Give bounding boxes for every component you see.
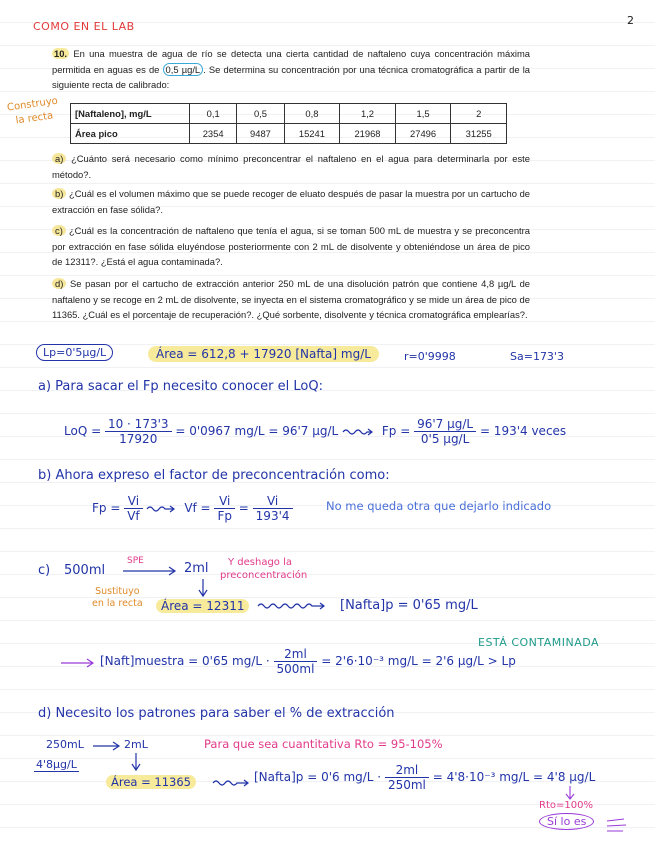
squiggle-arrow-icon	[342, 427, 378, 437]
question-d: d) Se pasan por el cartucho de extracción anterior 250 mL de una disolución patrón que contiene 4,8 µg/L de naftaleno y se recoge en 2 mL de disolvente, se inyecta en el sistema cromatográfico y se mide un área de pico de 11365. ¿Cuál es el porcentaje de recuperación?. ¿Qué sorbente, disolvente y técnica cromatográfica emplearías?.	[52, 278, 531, 320]
d-naft: [Nafta]p = 0'6 mg/L · $\frac{2ml}{250ml}$ = 4'8·10⁻³ mg/L = 4'8 µg/L	[254, 763, 596, 792]
c-2ml: 2ml	[184, 561, 209, 576]
down-arrow-icon	[565, 785, 575, 801]
d-verdict: Sí lo es	[539, 813, 594, 830]
table-row: Área pico 2354 9487 15241 21968 27496 31255	[71, 124, 507, 144]
arrow-icon	[92, 741, 122, 751]
limit-value: 0,5 µg/L	[163, 63, 204, 76]
b-note: No me queda otra que dejarlo indicado	[326, 499, 552, 513]
d-note: Para que sea cuantitativa Rto = 95-105%	[204, 737, 443, 751]
lp-box: Lp=0'5µg/L	[36, 344, 113, 361]
question-a: a) ¿Cuánto será necesario como mínimo preconcentrar el naftaleno en el agua para determinarla por este método?.	[52, 153, 530, 180]
margin-note: Construyo la recta	[6, 95, 59, 127]
down-arrow-icon	[131, 752, 141, 772]
sa-value: Sa=173'3	[510, 350, 564, 363]
contaminated-label: ESTÁ CONTAMINADA	[478, 636, 600, 649]
page-header-title: COMO EN EL LAB	[33, 20, 135, 33]
down-arrow-icon	[198, 578, 208, 598]
squiggle-arrow-icon	[212, 778, 252, 788]
section-c-label: c)	[38, 563, 51, 578]
arrow-icon	[122, 566, 178, 576]
squiggle-arrow-icon	[257, 601, 333, 611]
c-area: Área = 12311	[156, 599, 249, 613]
calibration-table	[70, 103, 507, 144]
d-rto: Rto=100%	[539, 800, 593, 811]
r-value: r=0'9998	[404, 350, 456, 363]
page-number: 2	[627, 14, 634, 27]
d-250ml: 250mL	[46, 738, 84, 751]
d-2ml: 2mL	[124, 738, 148, 751]
d-area: Área = 11365	[106, 775, 196, 789]
c-note: Y deshago la preconcentración	[220, 557, 308, 581]
squiggle-arrow-icon	[146, 504, 180, 514]
section-d-title: d) Necesito los patrones para saber el % de extracción	[38, 706, 395, 721]
calibration-line: Área = 612,8 + 17920 [Nafta] mg/L	[148, 346, 379, 362]
c-naft-muestra: [Naft]muestra = 0'65 mg/L · $\frac{2ml}{500ml}$ = 2'6·10⁻³ mg/L = 2'6 µg/L > Lp	[100, 647, 516, 676]
spe-label: SPE	[127, 556, 144, 566]
loq-equation: LoQ = $\frac{10 \cdot 173'3}{17920}$ = 0'0967 mg/L = 96'7 µg/L Fp = $\frac{\text{96'7 µg/L}}{\text{0'5 µg/L}}$ = 193'4 veces	[64, 417, 567, 446]
c-500ml: 500ml	[64, 563, 106, 578]
c-naft-p: [Nafta]p = 0'65 mg/L	[340, 598, 478, 613]
problem-intro: 10. En una muestra de agua de río se detecta una cierta cantidad de naftaleno cuya concentración máxima permitida en aguas es de 0,5 µg/L . Se determina su concentración por una técnica cromatográfica a partir de la siguiente recta de calibrado:	[52, 48, 530, 90]
section-b-title: b) Ahora expreso el factor de preconcentración como:	[38, 468, 390, 483]
problem-number: 10.	[54, 48, 68, 59]
c-sust-note: Sustituyo en la recta	[92, 586, 143, 609]
arrow-icon	[60, 658, 96, 668]
emphasis-lines-icon	[606, 818, 628, 832]
table-row: [Naftaleno], mg/L 0,1 0,5 0,8 1,2 1,5 2	[71, 104, 507, 124]
d-concentration: 4'8µg/L	[36, 758, 77, 771]
question-c: c) ¿Cuál es la concentración de naftaleno que tenía el agua, si se toman 500 mL de muestra y se preconcentra por extracción en fase sólida eluyéndose posteriormente con 2 mL de disolvente y obteniéndose un área de pico de 12311?. ¿Está el agua contaminada?.	[52, 225, 530, 267]
fp-equation: Fp = $\frac{Vi}{Vf}$ Vf = $\frac{Vi}{Fp}$ = $\frac{Vi}{193'4}$	[92, 494, 293, 523]
question-b: b) ¿Cuál es el volumen máximo que se puede recoger de eluato después de pasar la muestra por un cartucho de extracción en fase sólida?.	[52, 188, 530, 215]
section-a-title: a) Para sacar el Fp necesito conocer el LoQ:	[38, 379, 323, 394]
